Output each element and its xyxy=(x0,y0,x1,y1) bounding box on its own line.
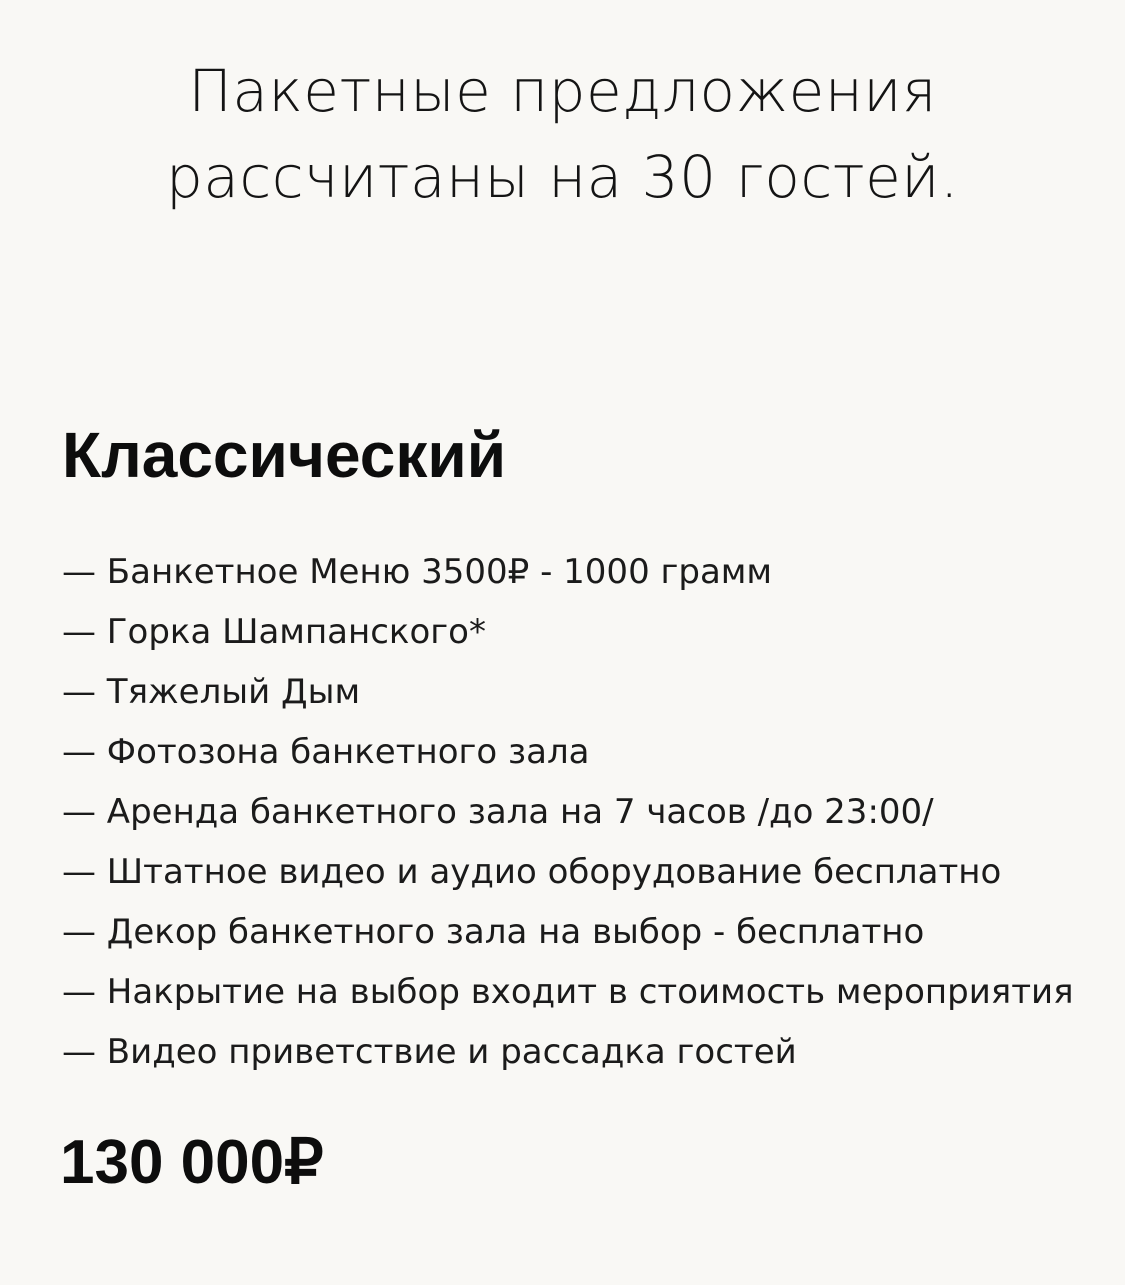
intro-heading xyxy=(0,48,1125,220)
feature-item-menu: — Банкетное Меню 3500₽ - 1000 грамм xyxy=(62,552,773,592)
feature-item-photozone: — Фотозона банкетного зала xyxy=(62,732,590,772)
intro-line-2: рассчитаны на 30 гостей. xyxy=(166,143,959,211)
feature-list xyxy=(62,542,1074,1082)
feature-item-smoke: — Тяжелый Дым xyxy=(62,672,361,712)
feature-item-decor: — Декор банкетного зала на выбор - бесплатно xyxy=(62,912,925,952)
package-price: 130 000₽ xyxy=(60,1128,324,1197)
package-title: Классический xyxy=(62,419,507,491)
feature-item-video-seating: — Видео приветствие и рассадка гостей xyxy=(62,1032,797,1072)
feature-item-equipment: — Штатное видео и аудио оборудование бесплатно xyxy=(62,852,1002,892)
feature-item-rental: — Аренда банкетного зала на 7 часов /до 23:00/ xyxy=(62,792,934,832)
feature-item-table-setting: — Накрытие на выбор входит в стоимость мероприятия xyxy=(62,972,1074,1012)
feature-item-champagne: — Горка Шампанского* xyxy=(62,612,486,652)
intro-line-1: Пакетные предложения xyxy=(188,57,937,125)
